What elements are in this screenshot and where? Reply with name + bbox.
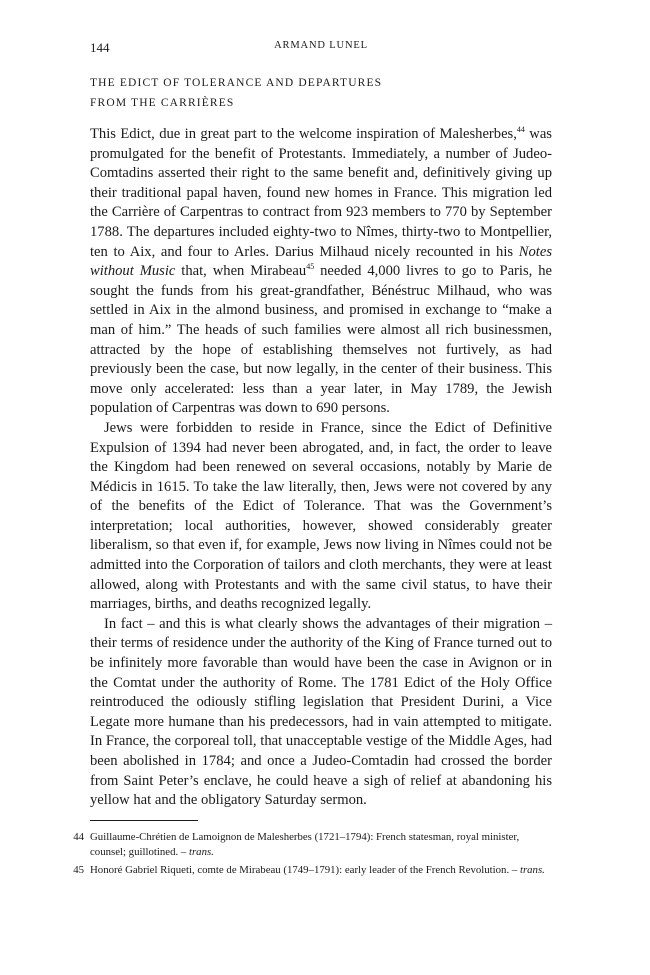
book-page [73,40,552,880]
paragraph-1-part-a: This Edict, due in great part to the welcome inspiration of Malesherbes, [90,126,517,142]
paragraph-3: In fact – and this is what clearly shows the advantages of their migration – their terms of residence under the authority of the King of France turned out to be infinitely more favorable than would have been the case in Avignon or in the Comtat under the authority of Rome. The 1781 Edict of the Holy Office reintroduced the odiously stifling legislation that President Durini, a Vice Legate more humane than his predecessors, had in vain attempted to mitigate. In France, the corporeal toll, that unacceptable vestige of the Middle Ages, had been abolished in 1784; and once a Judeo-Comtadin had crossed the border from Saint Peter’s enclave, he could heave a sigh of relief at abandoning his yellow hat and the obligatory Saturday sermon. [90,615,552,809]
footnote-ref-45[interactable]: 45 [306,262,315,272]
section-heading [90,73,552,113]
footnotes [73,830,552,879]
footnote-ref-44[interactable]: 44 [516,125,525,134]
book-title-italic: Notes without Music [90,243,552,280]
paragraph-2: Jews were forbidden to reside in France, since the Edict of Definitive Expulsion of 1394 had never been abrogated, and, in fact, the order to leave the Kingdom had been renewed on several occasions, notably by Marie de Médicis in 1615. To take the law literally, then, Jews were not covered by any of the benefits of the Edict of Tolerance. That was the Government’s interpretation; local authorities, however, showed considerably greater liberalism, so that even if, for example, Jews now living in Nîmes could not be admitted into the Corporation of tailors and cloth merchants, they were at least allowed, along with Protestants and with the same civil status, to have their marriages, births, and deaths recognized legally. [90,419,552,613]
running-title: ARMAND LUNEL [274,40,368,51]
paragraph-1-part-d: needed 4,000 livres to go to Paris, he sought the funds from his great-grandfather, Bénéstruc Milhaud, who was settled in Aix in the almond business, and promised in exchange to “make a man of him.” The heads of such families were almost all rich businessmen, attracted by the hope of establishing themselves not furtively, as had previously been the case, but now legally, in the center of their business. This move only accelerated: less than a year later, in May 1789, the Jewish population of Carpentras was down to 690 persons. [90,263,552,417]
footnote-trans: trans. [188,846,214,859]
footnote-trans: trans. [519,863,545,876]
footnote-divider [90,820,198,821]
paragraph-1 [90,125,552,419]
footnote-number: 45 [73,863,84,876]
footnote-45 [73,863,552,879]
footnote-text: Guillaume-Chrétien de Lamoignon de Malesherbes (1721–1794): French statesman, royal minister, counsel; guillotined. – [90,830,520,859]
paragraph-1-part-b: was promulgated for the benefit of Protestants. Immediately, a number of Judeo-Comtadins asserted their right to the same benefit and, definitively giving up their traditional papal haven, found new homes in France. This migration led the Carrière of Carpentras to contract from 923 members to 770 by September 1788. The departures included eighty-two to Nîmes, thirty-two to Montpellier, ten to Aix, and four to Arles. Darius Milhaud nicely recounted in his [90,126,552,260]
section-heading-line-1: THE EDICT OF TOLERANCE AND DEPARTURES [90,77,383,89]
footnote-number: 44 [73,830,84,843]
body-text [90,125,552,811]
footnote-44 [73,830,552,861]
paragraph-1-part-c: that, when Mirabeau [175,263,307,280]
running-head [90,40,552,58]
footnote-text: Honoré Gabriel Riqueti, comte de Mirabeau (1749–1791): early leader of the French Revolution. – [90,863,520,876]
section-heading-line-2: FROM THE CARRIÈRES [90,97,235,109]
page-number: 144 [90,40,110,55]
